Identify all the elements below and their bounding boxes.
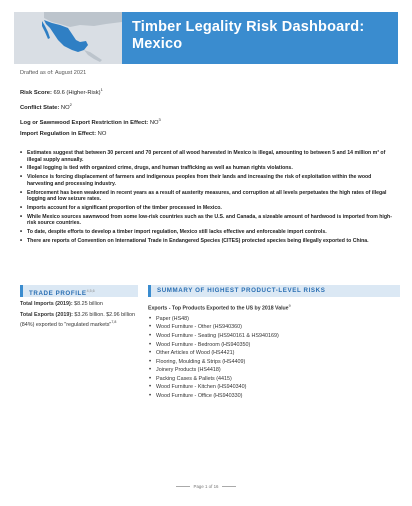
list-item: • Enforcement has been weakened in recent years as a result of austerity measures, and corruption at all levels perpetuates the high rates of illegal logging and low seizure rates. xyxy=(20,190,392,203)
total-exports: Total Exports (2019): $3.26 billion. $2.96 billion (84%) exported to "regulated markets"$^{7,8}$ xyxy=(20,311,135,328)
fact-import-regulation: Import Regulation in Effect: NO xyxy=(20,130,107,137)
title-banner xyxy=(122,12,398,64)
product-item: • Other Articles of Wood (HS4421) xyxy=(148,349,400,358)
product-risk-heading: SUMMARY OF HIGHEST PRODUCT-LEVEL RISKS xyxy=(148,285,400,297)
product-item: • Joinery Products (HS4418) xyxy=(148,366,400,375)
product-item: • Wood Furniture - Bedroom (HS940350) xyxy=(148,341,400,350)
product-item: • Packing Cases & Pallets (4415) xyxy=(148,375,400,384)
list-item: • To date, despite efforts to develop a timber import regulation, Mexico still lacks effective and enforceable import controls. xyxy=(20,229,392,236)
product-item: • Wood Furniture - Other (HS940360) xyxy=(148,323,400,332)
list-item: • While Mexico sources sawnwood from some low-risk countries such as the U.S. and Canada, a sizeable amount of hardwood is imported from high-risk source countries. xyxy=(20,214,392,227)
product-item: • Wood Furniture - Seating (HS940161 & HS940169) xyxy=(148,332,400,341)
list-item: • There are reports of Convention on International Trade in Endangered Species (CITES) protected species being illegally exported to China. xyxy=(20,238,392,245)
page-footer xyxy=(0,484,412,489)
product-item: • Paper (HS48) xyxy=(148,315,400,324)
page-number: Page 1 of 16 xyxy=(193,484,219,489)
product-item: • Wood Furniture - Kitchen (HS940340) xyxy=(148,383,400,392)
fact-risk-score: Risk Score: 69.6 (Higher-Risk)$^1$ xyxy=(20,87,103,96)
mexico-map-icon xyxy=(14,12,122,64)
fact-export-restriction: Log or Sawnwood Export Restriction in Effect: $NO^3$ xyxy=(20,116,161,126)
list-item: • Violence is forcing displacement of farmers and indigenous peoples from their lands and increasing the risk of exploitation within the wood harvesting and processing industry. xyxy=(20,174,392,187)
product-risk-section xyxy=(148,285,400,401)
exports-subheading: Exports - Top Products Exported to the US by 2018 Value$^9$ xyxy=(148,304,291,312)
list-item: • Imports account for a significant proportion of the timber processed in Mexico. xyxy=(20,205,392,212)
country-map xyxy=(14,12,122,64)
list-item: • Illegal logging is tied with organized crime, drugs, and human trafficking as well as human rights violations. xyxy=(20,165,392,172)
trade-profile-section xyxy=(20,285,138,329)
product-item: • Wood Furniture - Office (HS940330) xyxy=(148,392,400,401)
drafted-date: Drafted as of: August 2021 xyxy=(20,70,87,76)
page-title-country: Mexico xyxy=(132,36,183,52)
footer-rule-left xyxy=(176,486,190,487)
product-item: • Flooring, Moulding & Strips (HS4409) xyxy=(148,358,400,367)
key-facts xyxy=(20,84,400,140)
footer-rule-right xyxy=(222,486,236,487)
total-imports: Total Imports (2019): $8.25 billion xyxy=(20,301,103,307)
key-findings-list xyxy=(20,150,392,247)
page-title: Timber Legality Risk Dashboard: xyxy=(132,19,365,35)
list-item: • Estimates suggest that between 30 percent and 70 percent of all wood harvested in Mexico is illegal, amounting to between 5 and 14 million m³ of illegal supply annually. xyxy=(20,150,392,163)
fact-conflict-state: Conflict State: $NO^2$ xyxy=(20,101,72,111)
trade-profile-heading: TRADE PROFILE$^{4,5,6}$ xyxy=(20,285,138,297)
